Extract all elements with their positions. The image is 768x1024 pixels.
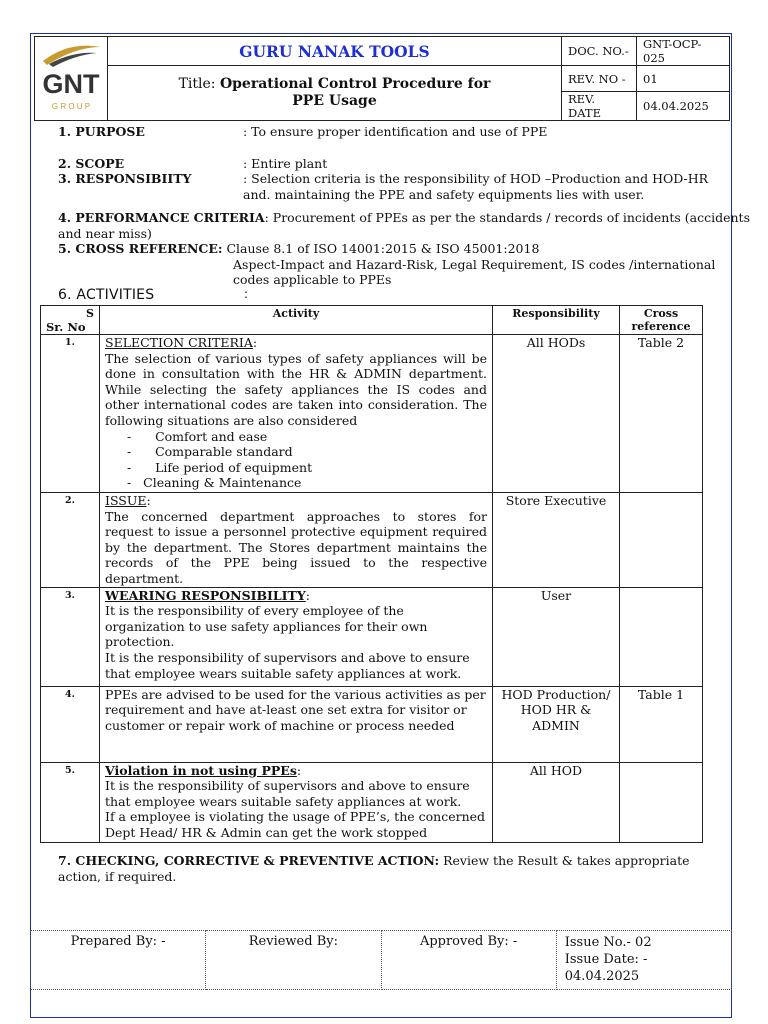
cross-reference-text-2: Aspect-Impact and Hazard-Risk, Legal Requirement, IS codes /international: [233, 256, 716, 272]
activities-colon: :: [244, 287, 249, 301]
row-responsibility: All HOD: [493, 762, 620, 842]
row-activity: [100, 587, 493, 686]
row-responsibility-2: HOD HR & ADMIN: [520, 702, 592, 733]
responsibility-text-1: : Selection criteria is the responsibility of HOD –Production and HOD-HR: [243, 171, 709, 186]
row-text-2: If a employee is violating the usage of PPE’s, the concerned Dept Head/ HR & Admin can get the work stopped: [105, 809, 486, 840]
prepared-by: Prepared By: -: [31, 931, 206, 990]
row-heading-suffix: :: [252, 335, 258, 350]
row-text-2: It is the responsibility of supervisors and above to ensure that employee wears suitable safety appliances at work.: [105, 649, 470, 681]
row-sr: 4.: [41, 686, 100, 762]
row-sr: 1.: [41, 335, 100, 493]
list-item: - Comfort and ease: [127, 428, 268, 444]
table-row: [41, 587, 703, 686]
col-cross-reference: [620, 306, 703, 335]
activities-table: [40, 305, 703, 843]
purpose-text: : To ensure proper identification and use of PPE: [243, 124, 548, 139]
row-heading-suffix: :: [146, 493, 151, 508]
row-cross-reference: Table 1: [620, 686, 703, 762]
company-name: GURU NANAK TOOLS: [108, 37, 562, 66]
row-cross-reference: [620, 762, 703, 842]
col-activity: Activity: [100, 306, 493, 335]
purpose-label: 1. PURPOSE: [58, 124, 145, 139]
activities-heading: [58, 287, 249, 303]
row-heading: SELECTION CRITERIA: [105, 335, 253, 350]
col-cross-1: Cross: [643, 307, 679, 320]
logo-text: GNT: [42, 69, 100, 99]
responsibility-section: [58, 171, 709, 202]
row-responsibility: User: [493, 587, 620, 686]
row-responsibility-1: HOD Production/: [501, 686, 611, 702]
row-activity: [100, 335, 493, 493]
col-responsibility: Responsibility: [493, 306, 620, 335]
cross-reference-section: [58, 241, 716, 288]
issue-no: Issue No.- 02: [564, 935, 652, 950]
signature-footer: [30, 930, 732, 990]
purpose-section: [58, 124, 548, 140]
table-row: [41, 493, 703, 588]
row-activity: [100, 493, 493, 588]
responsibility-label: 3. RESPONSIBIITY: [58, 171, 192, 186]
row-text-1: It is the responsibility of every employee of the organization to use safety appliances for their own protection.: [105, 603, 428, 650]
performance-section: [58, 210, 750, 241]
row-heading: Violation in not using PPEs: [105, 762, 297, 778]
row-cross-reference: Table 2: [620, 335, 703, 493]
table-row: [41, 686, 703, 762]
cross-reference-text-1: Clause 8.1 of ISO 14001:2015 & ISO 45001:2018: [222, 241, 540, 256]
list-item: - Comparable standard: [127, 444, 293, 460]
title-prefix: Title:: [178, 76, 220, 92]
scope-label: 2. SCOPE: [58, 156, 125, 171]
document-title: [108, 66, 562, 121]
row-activity: PPEs are advised to be used for the various activities as per requirement and have at-least one set extra for visitor or customer or repair work of machine or process needed: [100, 686, 493, 762]
table-row: [41, 762, 703, 842]
cross-reference-text-3: codes applicable to PPEs: [233, 272, 392, 287]
performance-label: 4. PERFORMANCE CRITERIA: [58, 210, 265, 225]
issue-info: [556, 931, 731, 990]
reviewed-by: Reviewed By:: [206, 931, 381, 990]
rev-date-label: REV. DATE: [562, 92, 637, 121]
row-heading-suffix: :: [305, 587, 310, 603]
title-line-1: Operational Control Procedure for: [219, 76, 491, 92]
rev-no-value: 01: [637, 66, 730, 92]
row-sr: 3.: [41, 587, 100, 686]
col-sr-s: S: [86, 307, 94, 320]
performance-text-2: and near miss): [58, 225, 152, 241]
document-header: [34, 36, 730, 121]
row-heading: ISSUE: [105, 493, 147, 508]
table-header-row: [41, 306, 703, 335]
responsibility-text-2: and. maintaining the PPE and safety equipments lies with user.: [243, 187, 645, 202]
row-text: The selection of various types of safety appliances will be done in consultation with the HR & ADMIN department. While selecting the safety appliances the IS codes and other international codes are taken into consideration. The following situations are also considered: [105, 350, 487, 428]
issue-date: Issue Date: - 04.04.2025: [564, 952, 648, 984]
doc-no-label: DOC. NO.-: [562, 37, 637, 66]
row-cross-reference: [620, 587, 703, 686]
scope-text: : Entire plant: [243, 156, 328, 171]
row-responsibility: [493, 686, 620, 762]
approved-by: Approved By: -: [381, 931, 556, 990]
rev-no-label: REV. NO -: [562, 66, 637, 92]
row-activity: [100, 762, 493, 842]
col-sr-label: Sr. No: [46, 320, 86, 334]
checking-text: Review the Result & takes appropriate action, if required.: [58, 853, 690, 884]
row-heading: WEARING RESPONSIBILITY: [105, 587, 306, 603]
doc-no-value: GNT-OCP-025: [637, 37, 730, 66]
logo-cell: [35, 37, 108, 121]
list-item: - Life period of equipment: [127, 459, 313, 475]
performance-text-1: : Procurement of PPEs as per the standards / records of incidents (accidents: [264, 210, 750, 225]
list-item: - Cleaning & Maintenance: [127, 475, 302, 491]
row-text-1: It is the responsibility of supervisors and above to ensure that employee wears suitable safety appliances at work.: [105, 778, 470, 809]
row-responsibility: All HODs: [493, 335, 620, 493]
checking-section: [58, 853, 708, 884]
table-row: [41, 335, 703, 493]
scope-section: [58, 156, 328, 172]
cross-reference-label: 5. CROSS REFERENCE:: [58, 241, 223, 256]
row-responsibility: Store Executive: [493, 493, 620, 588]
row-sr: 5.: [41, 762, 100, 842]
gnt-logo: [35, 37, 107, 117]
checking-label: 7. CHECKING, CORRECTIVE & PREVENTIVE ACTION:: [58, 853, 440, 868]
col-cross-2: reference: [631, 320, 691, 333]
row-heading-suffix: :: [296, 762, 302, 778]
row-cross-reference: [620, 493, 703, 588]
row-text: The concerned department approaches to stores for request to issue a personnel protective equipment required by the department. The Stores department maintains the records of the PPE being issued to the respective department.: [105, 508, 487, 586]
logo-subtext: G R O U P: [51, 102, 91, 111]
rev-date-value: 04.04.2025: [637, 92, 730, 121]
col-sr: [41, 306, 100, 335]
title-line-2: PPE Usage: [292, 93, 377, 109]
activities-label: 6. ACTIVITIES: [58, 287, 155, 303]
row-sr: 2.: [41, 493, 100, 588]
